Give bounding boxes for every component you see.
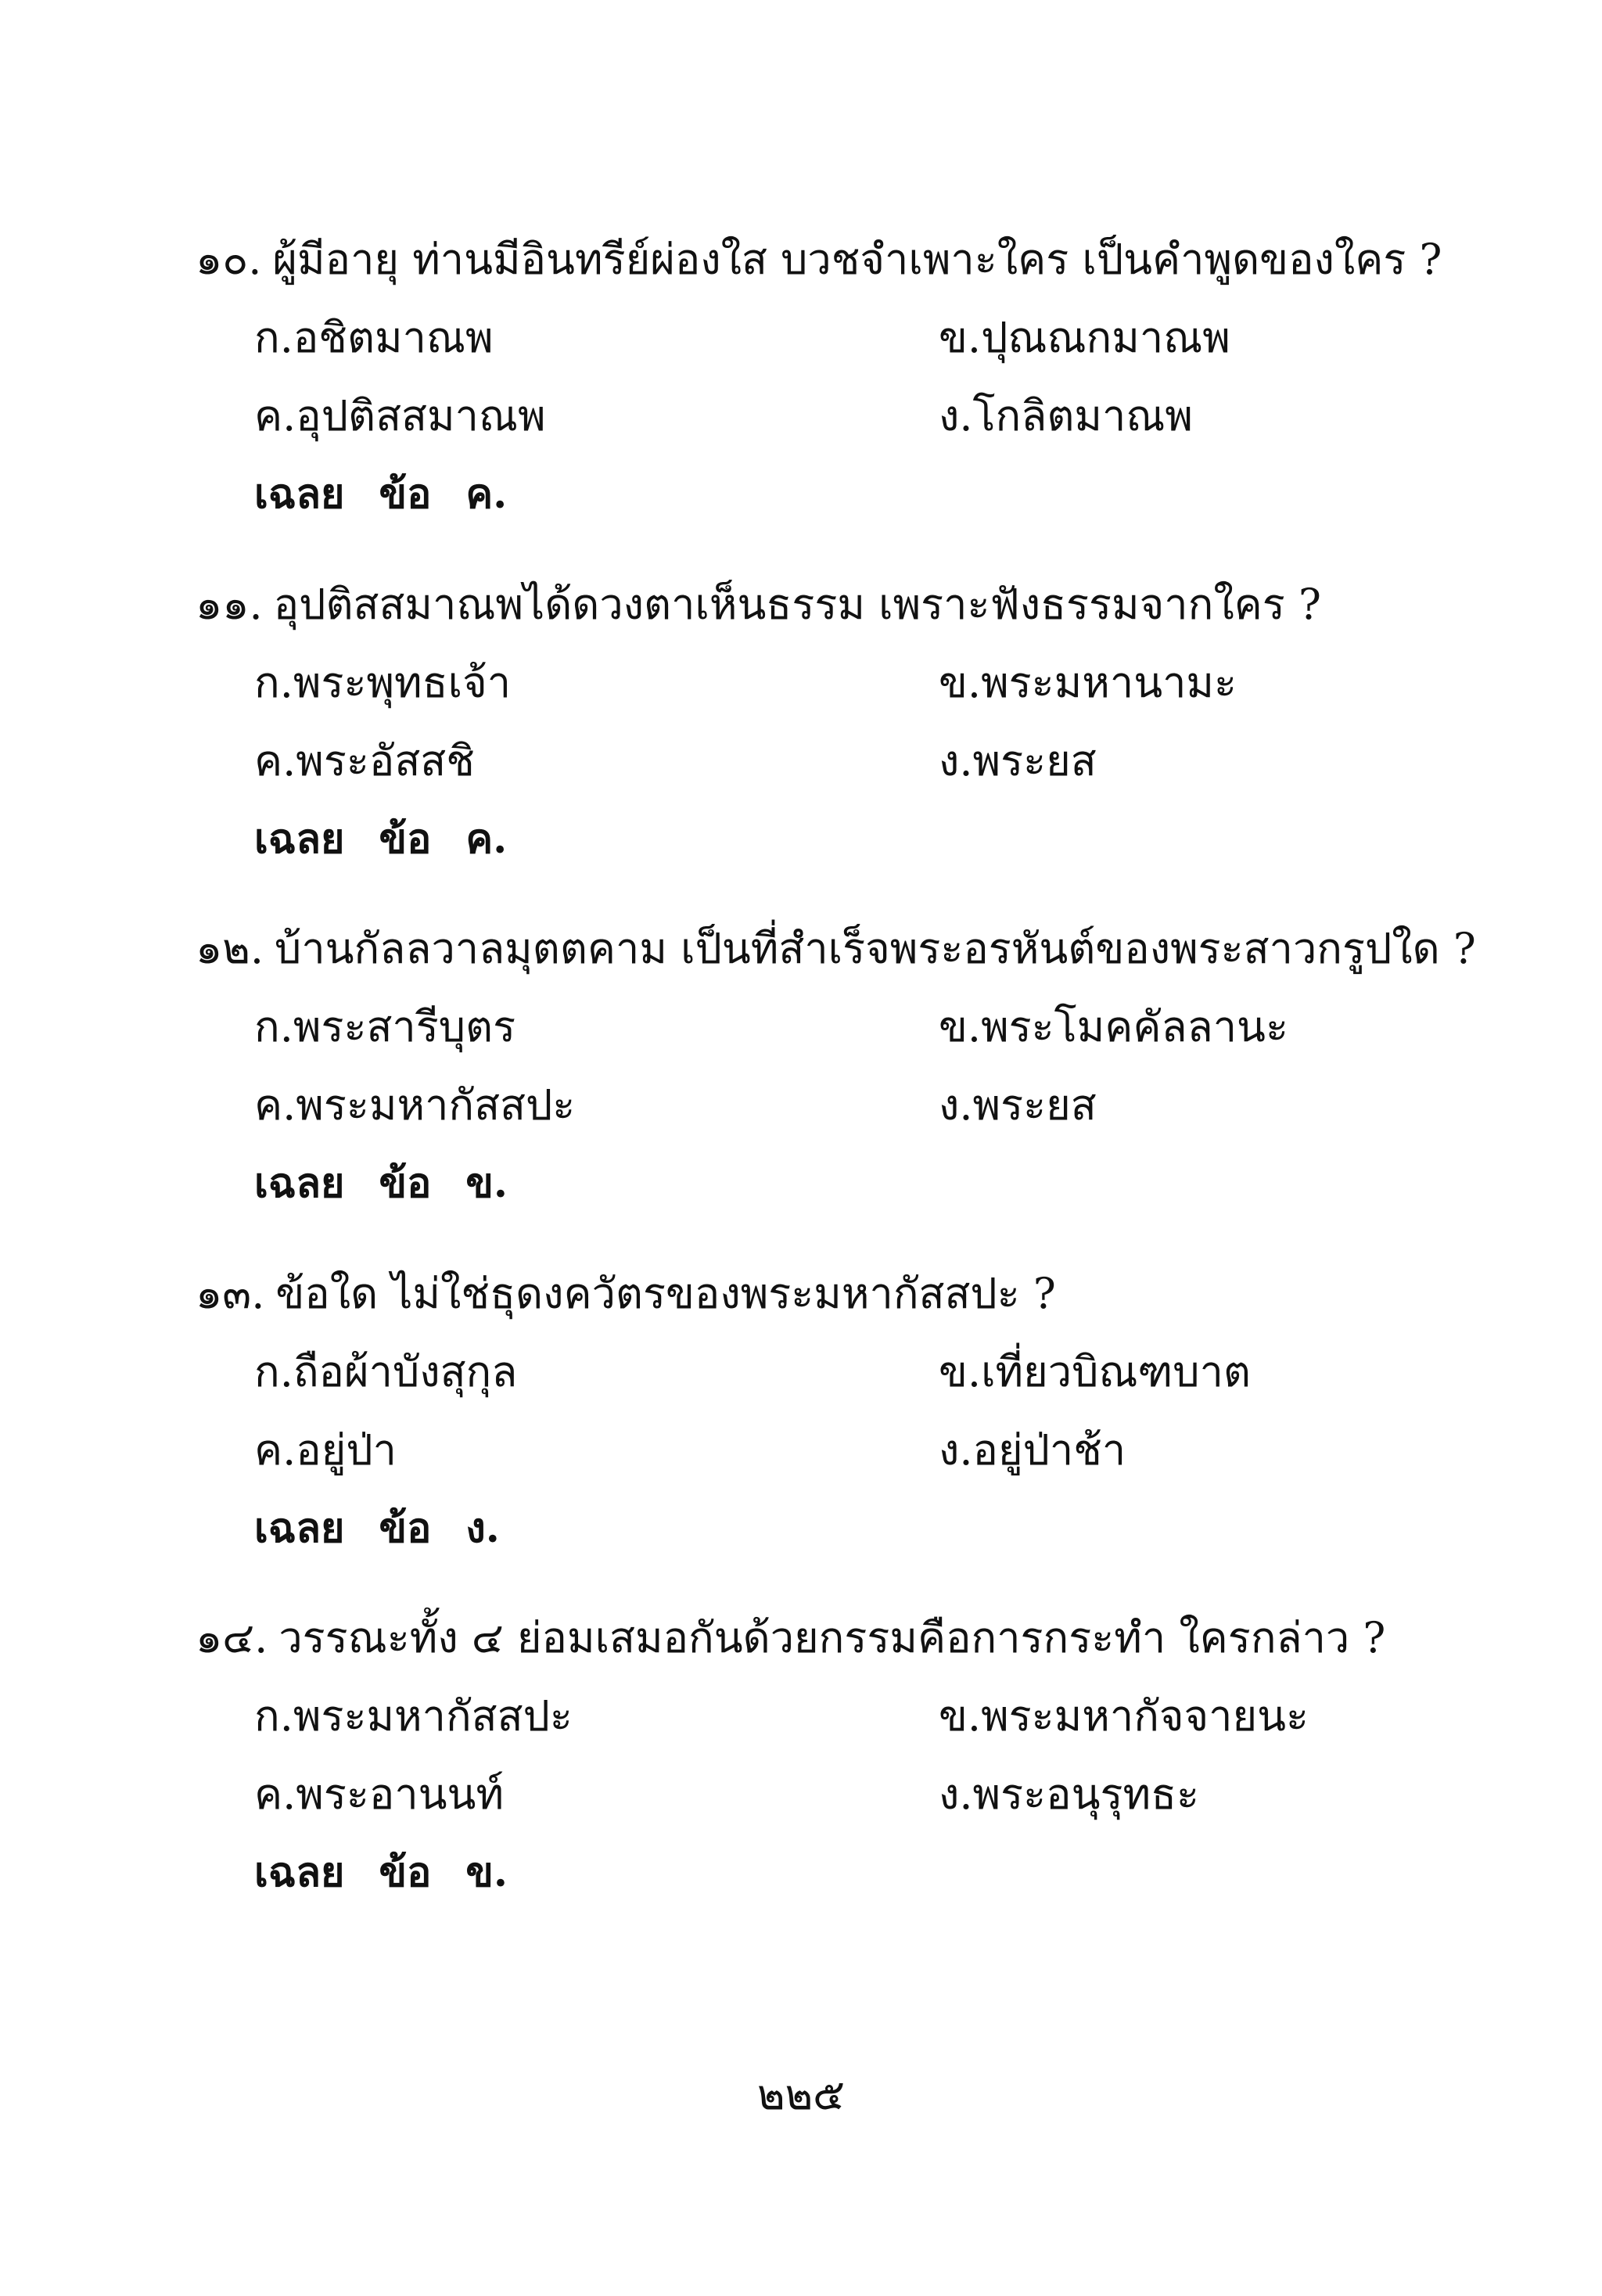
question-text: อุปติสสมาณพได้ดวงตาเห็นธรรม เพราะฟังธรรมจากใคร ? bbox=[273, 580, 1321, 629]
option-c: ค.อุปติสสมาณพ bbox=[254, 391, 546, 440]
answer-label: เฉลย bbox=[254, 470, 345, 518]
option-a: ก.อชิตมาณพ bbox=[254, 313, 494, 362]
question-text: วรรณะทั้ง ๔ ย่อมเสมอกันด้วยกรรมคือการกระทำ ใครกล่าว ? bbox=[278, 1613, 1386, 1662]
question-number: ๑๑. bbox=[196, 580, 263, 629]
question-number: ๑๐. bbox=[196, 235, 262, 284]
answer-choice: ข. bbox=[465, 1159, 508, 1207]
question-number: ๑๔. bbox=[196, 1613, 268, 1662]
option-d: ง.โกลิตมาณพ bbox=[939, 391, 1194, 440]
option-b: ข.เที่ยวบิณฑบาต bbox=[939, 1347, 1251, 1396]
option-c: ค.พระอัสสชิ bbox=[254, 736, 475, 785]
option-b: ข.พระมหานามะ bbox=[939, 658, 1237, 707]
answer-key bbox=[254, 1841, 508, 1904]
option-c: ค.พระมหากัสสปะ bbox=[254, 1080, 576, 1130]
question-text-line bbox=[196, 573, 1321, 636]
answer-label: เฉลย bbox=[254, 815, 345, 863]
question-text: บ้านกัลลวาลมุตตคาม เป็นที่สำเร็จพระอรหันต์ของพระสาวกรูปใด ? bbox=[275, 924, 1476, 973]
answer-word: ข้อ bbox=[379, 1504, 432, 1552]
answer-label: เฉลย bbox=[254, 1849, 345, 1896]
question-text-line bbox=[196, 1607, 1385, 1669]
answer-choice: ค. bbox=[465, 470, 508, 518]
question-text-line bbox=[196, 228, 1442, 291]
answer-choice: ค. bbox=[465, 815, 508, 863]
option-a: ก.พระสารีบุตร bbox=[254, 1002, 516, 1051]
question-number: ๑๒. bbox=[196, 924, 264, 973]
question-text: ผู้มีอายุ ท่านมีอินทรีย์ผ่องใส บวชจำเพาะใคร เป็นคำพูดของใคร ? bbox=[272, 235, 1442, 284]
answer-choice: ง. bbox=[465, 1504, 500, 1552]
answer-word: ข้อ bbox=[379, 815, 432, 863]
answer-word: ข้อ bbox=[379, 1159, 432, 1207]
answer-word: ข้อ bbox=[379, 470, 432, 518]
option-d: ง.พระยส bbox=[939, 1080, 1097, 1130]
answer-key bbox=[254, 1152, 508, 1215]
option-b: ข.พระมหากัจจายนะ bbox=[939, 1691, 1309, 1741]
question-text-line bbox=[196, 1263, 1056, 1325]
option-c: ค.อยู่ป่า bbox=[254, 1425, 397, 1475]
option-b: ข.พระโมคคัลลานะ bbox=[939, 1002, 1288, 1051]
option-a: ก.พระมหากัสสปะ bbox=[254, 1691, 573, 1741]
question-number: ๑๓. bbox=[196, 1269, 265, 1318]
option-b: ข.ปุณณกมาณพ bbox=[939, 313, 1230, 362]
answer-key bbox=[254, 1497, 500, 1560]
question-text: ข้อใด ไม่ใช่ธุดงควัตรของพระมหากัสสปะ ? bbox=[275, 1269, 1056, 1318]
answer-label: เฉลย bbox=[254, 1159, 345, 1207]
answer-key bbox=[254, 808, 507, 871]
question-text-line bbox=[196, 918, 1476, 980]
option-a: ก.ถือผ้าบังสุกุล bbox=[254, 1347, 518, 1396]
option-d: ง.พระยส bbox=[939, 736, 1097, 785]
option-d: ง.อยู่ป่าช้า bbox=[939, 1425, 1126, 1475]
answer-choice: ข. bbox=[465, 1849, 508, 1896]
answer-word: ข้อ bbox=[379, 1849, 432, 1896]
option-c: ค.พระอานนท์ bbox=[254, 1770, 505, 1819]
option-d: ง.พระอนุรุทธะ bbox=[939, 1770, 1200, 1819]
page-number: ๒๒๕ bbox=[756, 2070, 846, 2119]
option-a: ก.พระพุทธเจ้า bbox=[254, 658, 512, 707]
answer-label: เฉลย bbox=[254, 1504, 345, 1552]
answer-key bbox=[254, 463, 507, 526]
